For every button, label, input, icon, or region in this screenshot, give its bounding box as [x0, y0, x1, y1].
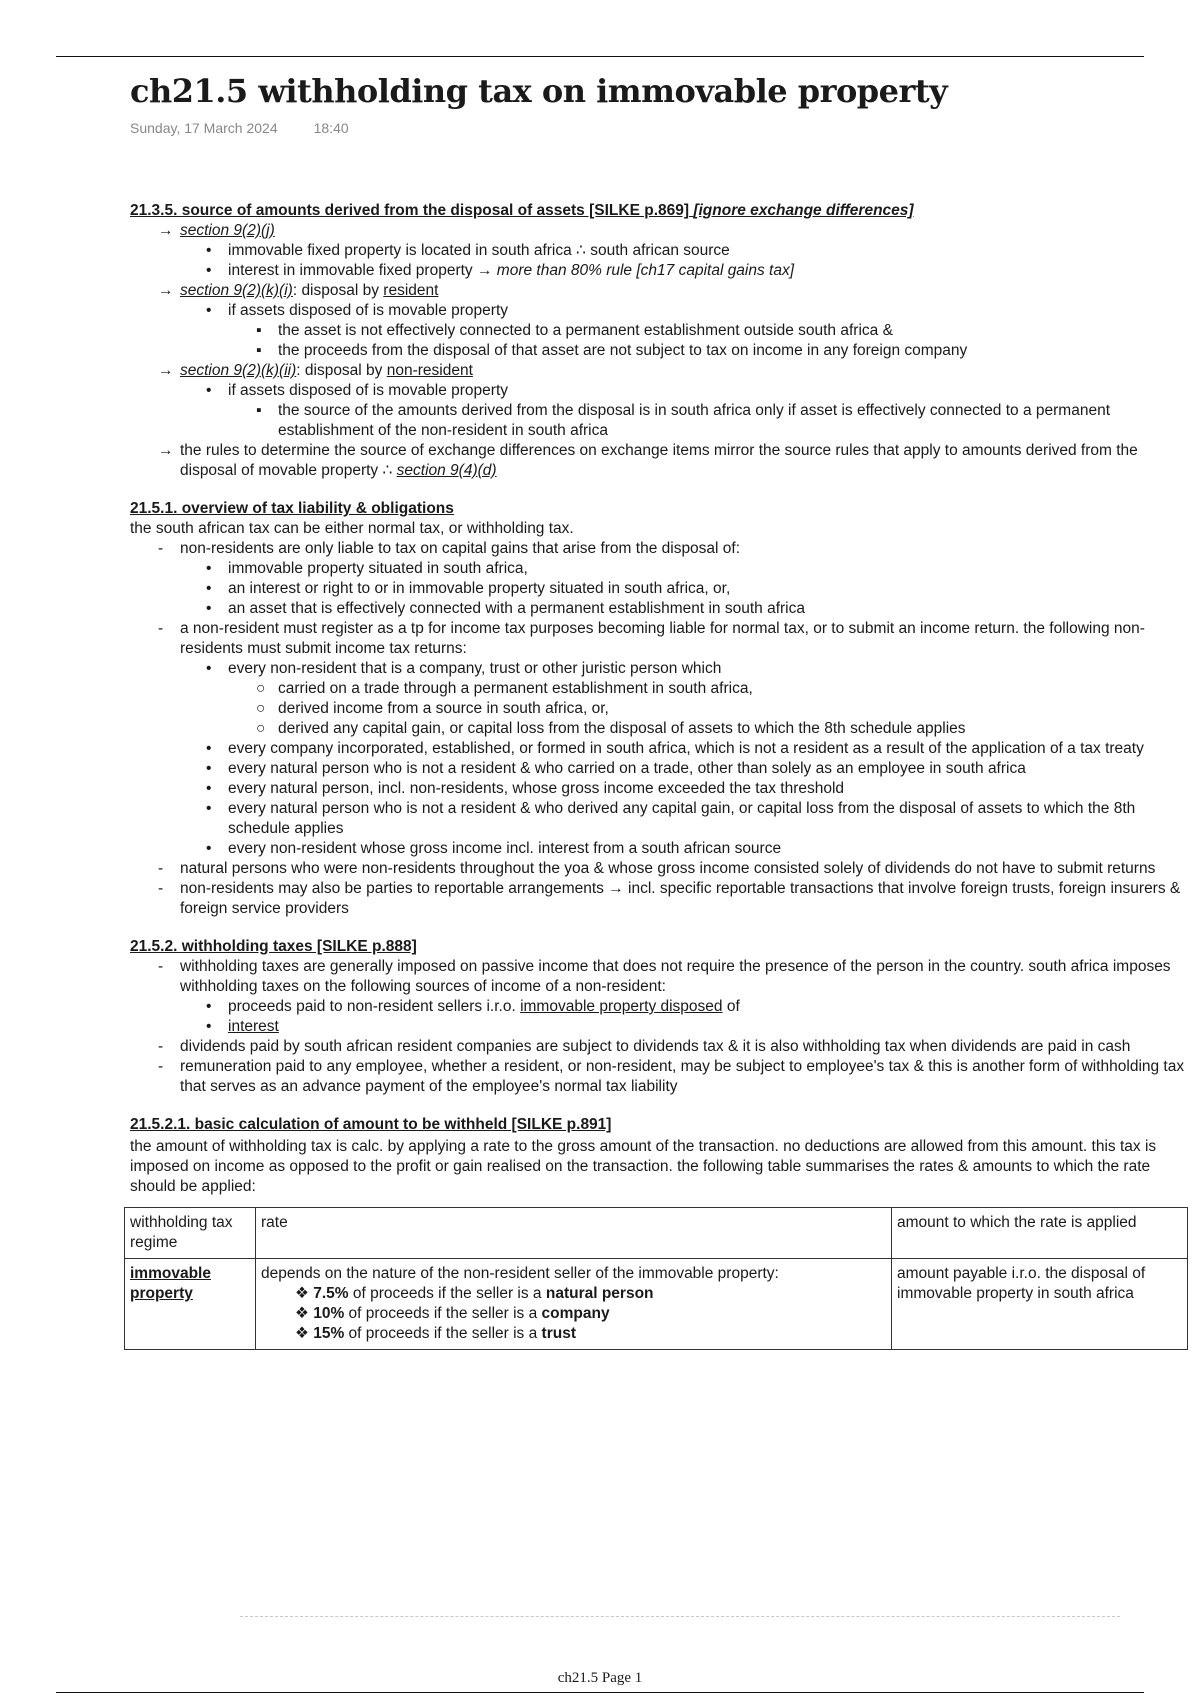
- section-heading: 21.5.2.1. basic calculation of amount to be withheld [SILKE p.891]: [130, 1116, 612, 1133]
- table-cell: immovable property: [125, 1259, 256, 1350]
- list-item: → section 9(2)(k)(ii): disposal by non-resident: [158, 362, 473, 379]
- diamond-icon: ❖: [295, 1305, 309, 1322]
- page-date: Sunday, 17 March 2024: [130, 120, 278, 136]
- table-header-row: [125, 1208, 1188, 1259]
- list-item: ○ derived any capital gain, or capital loss from the disposal of assets to which the 8th schedule applies: [256, 720, 966, 737]
- table-header-cell: withholding tax regime: [125, 1208, 256, 1259]
- bottom-rule: [56, 1692, 1144, 1693]
- section-basic-calculation: [130, 1115, 1185, 1350]
- list-item: → section 9(2)(j): [158, 222, 275, 239]
- list-item: - a non-resident must register as a tp for income tax purposes becoming liable for normal tax, or to submit an income return. the following non-residents must submit income tax returns:: [158, 620, 1145, 657]
- list-item: • proceeds paid to non-resident sellers i.r.o. immovable property disposed of: [206, 998, 740, 1015]
- section-reference: section 9(2)(j): [180, 222, 275, 239]
- table-row: [125, 1259, 1188, 1350]
- list-item: - withholding taxes are generally imposed on passive income that does not require the presence of the person in the country. south africa imposes withholding taxes on the following sources of income of a non-resident:: [158, 958, 1171, 995]
- list-item: • if assets disposed of is movable property: [206, 382, 508, 399]
- list-item: ○ derived income from a source in south africa, or,: [256, 700, 609, 717]
- page-footer: ch21.5 Page 1: [557, 1670, 643, 1686]
- section-heading: 21.5.2. withholding taxes [SILKE p.888]: [130, 938, 417, 955]
- table-cell: amount payable i.r.o. the disposal of immovable property in south africa: [892, 1259, 1188, 1350]
- top-rule: [56, 56, 1144, 57]
- list-item: • an interest or right to or in immovable property situated in south africa, or,: [206, 580, 731, 597]
- table-header-cell: rate: [256, 1208, 892, 1259]
- list-item: • interest in immovable fixed property → more than 80% rule [ch17 capital gains tax]: [206, 262, 795, 279]
- list-item: - natural persons who were non-residents throughout the yoa & whose gross income consisted solely of dividends do not have to submit returns: [158, 860, 1156, 877]
- list-item: → section 9(2)(k)(i): disposal by resident: [158, 282, 439, 299]
- list-item: ▪ the proceeds from the disposal of that asset are not subject to tax on income in any foreign company: [256, 342, 968, 359]
- section-reference: section 9(4)(d): [396, 462, 497, 479]
- table-cell: depends on the nature of the non-resident seller of the immovable property: ❖ 7.5% of proceeds if the seller is a natural person ❖ 10% of proceeds if the seller is a company ❖ 15% of proceeds if the seller is a trust: [256, 1259, 892, 1350]
- list-item: ▪ the source of the amounts derived from the disposal is in south africa only if asset is effectively connected to a permanent establishment of the non-resident in south africa: [256, 402, 1110, 439]
- section-withholding-taxes: [130, 937, 1185, 1097]
- diamond-icon: ❖: [295, 1285, 309, 1302]
- list-item: ▪ the asset is not effectively connected to a permanent establishment outside south africa &: [256, 322, 893, 339]
- list-item: - remuneration paid to any employee, whether a resident, or non-resident, may be subject to employee's tax & this is another form of withholding tax that serves as an advance payment of the employee's normal tax liability: [158, 1058, 1185, 1095]
- list-item: • interest: [206, 1018, 279, 1035]
- section-heading: 21.3.5. source of amounts derived from the disposal of assets [SILKE p.869] [ignore exchange differences]: [130, 202, 914, 219]
- cut-off-text-line: [240, 1616, 1120, 1619]
- rates-table: [124, 1207, 1188, 1350]
- arrow-icon: →: [608, 880, 624, 897]
- list-item: • every natural person, incl. non-residents, whose gross income exceeded the tax threshold: [206, 780, 845, 797]
- list-item: • immovable property situated in south africa,: [206, 560, 528, 577]
- list-item: - non-residents may also be parties to reportable arrangements → incl. specific reportable transactions that involve foreign trusts, foreign insurers & foreign service providers: [158, 880, 1181, 917]
- page-content: [130, 201, 1185, 1368]
- section-reference: section 9(2)(k)(i): [180, 282, 293, 299]
- section-source-of-amounts: [130, 201, 1185, 481]
- list-item: • immovable fixed property is located in south africa ∴ south african source: [206, 242, 730, 259]
- arrow-icon: →: [476, 262, 493, 279]
- list-item: • every natural person who is not a resident & who derived any capital gain, or capital loss from the disposal of assets to which the 8th schedule applies: [206, 800, 1136, 837]
- list-item: → the rules to determine the source of exchange differences on exchange items mirror the source rules that apply to amounts derived from the disposal of movable property ∴ section 9(4)(d): [158, 442, 1138, 479]
- page-time: 18:40: [313, 120, 349, 136]
- list-item: • if assets disposed of is movable property: [206, 302, 508, 319]
- list-item: • an asset that is effectively connected with a permanent establishment in south africa: [206, 600, 805, 617]
- paragraph: the amount of withholding tax is calc. by applying a rate to the gross amount of the transaction. no deductions are allowed from this amount. this tax is imposed on income as opposed to the profit or gain realised on the transaction. the following table summarises the rates & amounts to which the rate should be applied:: [130, 1138, 1157, 1195]
- list-item: - non-residents are only liable to tax on capital gains that arise from the disposal of:: [158, 540, 741, 557]
- section-heading: 21.5.1. overview of tax liability & obligations: [130, 500, 454, 517]
- list-item: • every natural person who is not a resident & who carried on a trade, other than solely as an employee in south africa: [206, 760, 1026, 777]
- paragraph: the south african tax can be either normal tax, or withholding tax.: [130, 520, 574, 537]
- diamond-icon: ❖: [295, 1325, 309, 1342]
- rate-line: ❖ 7.5% of proceeds if the seller is a natural person: [295, 1285, 654, 1302]
- rate-line: ❖ 15% of proceeds if the seller is a trust: [295, 1325, 576, 1342]
- list-item: • every non-resident that is a company, trust or other juristic person which: [206, 660, 722, 677]
- table-header-cell: amount to which the rate is applied: [892, 1208, 1188, 1259]
- page-meta: [130, 120, 349, 136]
- list-item: • every non-resident whose gross income incl. interest from a south african source: [206, 840, 782, 857]
- list-item: - dividends paid by south african resident companies are subject to dividends tax & it is also withholding tax when dividends are paid in cash: [158, 1038, 1131, 1055]
- page-title: ch21.5 withholding tax on immovable property: [130, 72, 948, 110]
- section-overview-tax-liability: [130, 499, 1185, 919]
- rate-line: ❖ 10% of proceeds if the seller is a company: [295, 1305, 610, 1322]
- list-item: • every company incorporated, established, or formed in south africa, which is not a resident as a result of the application of a tax treaty: [206, 740, 1144, 757]
- section-reference: section 9(2)(k)(ii): [180, 362, 297, 379]
- list-item: ○ carried on a trade through a permanent establishment in south africa,: [256, 680, 753, 697]
